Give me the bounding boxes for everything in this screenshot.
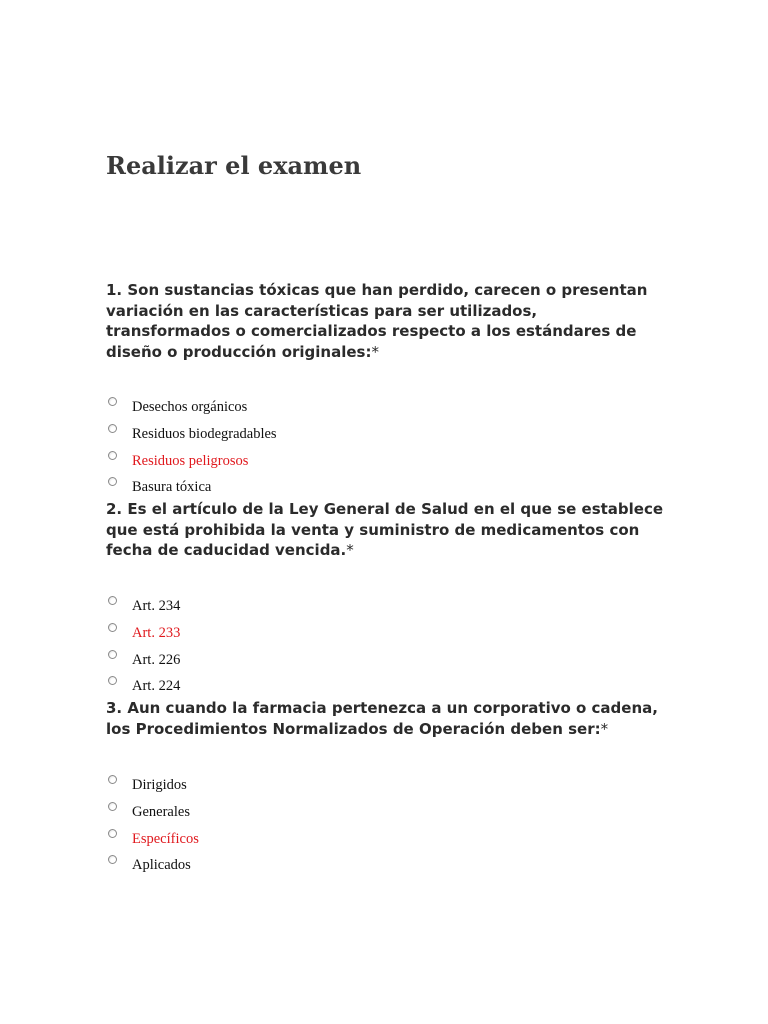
- answer-option[interactable]: [106, 395, 666, 422]
- answer-option[interactable]: [106, 773, 666, 800]
- option-label-correct: Específicos: [132, 830, 199, 847]
- radio-button[interactable]: [108, 451, 117, 460]
- option-label: Art. 224: [132, 678, 181, 695]
- radio-button[interactable]: [108, 477, 117, 486]
- radio-button[interactable]: [108, 623, 117, 632]
- radio-button[interactable]: [108, 802, 117, 811]
- answer-option[interactable]: [106, 621, 666, 648]
- answer-options: [106, 594, 666, 701]
- required-mark: *: [600, 719, 609, 738]
- question-1: [106, 280, 666, 496]
- answer-option[interactable]: [106, 853, 666, 880]
- question-2: [106, 499, 666, 695]
- radio-button[interactable]: [108, 829, 117, 838]
- required-mark: *: [371, 342, 379, 361]
- question-3: [106, 698, 666, 874]
- option-label-correct: Art. 233: [132, 624, 181, 641]
- option-label-correct: Residuos peligrosos: [132, 452, 249, 469]
- option-label: Residuos biodegradables: [132, 425, 277, 442]
- question-text: 1. Son sustancias tóxicas que han perdido, carecen o presentan variación en las características para ser utilizados, transformados o comercializados respecto a los estándares de diseño o producción originales:*: [106, 281, 648, 361]
- answer-option[interactable]: [106, 594, 666, 621]
- answer-option[interactable]: [106, 422, 666, 449]
- answer-option[interactable]: [106, 800, 666, 827]
- page-title: Realizar el examen: [106, 151, 362, 180]
- option-label: Dirigidos: [132, 777, 187, 793]
- question-text: 2. Es el artículo de la Ley General de Salud en el que se establece que está prohibida la venta y suministro de medicamentos con fecha de caducidad vencida.*: [106, 500, 664, 559]
- option-label: Desechos orgánicos: [132, 399, 248, 415]
- option-label: Art. 226: [132, 651, 181, 668]
- answer-option[interactable]: [106, 827, 666, 854]
- answer-options: [106, 395, 666, 502]
- option-label: Generales: [132, 803, 190, 820]
- radio-button[interactable]: [108, 676, 117, 685]
- answer-option[interactable]: [106, 648, 666, 675]
- radio-button[interactable]: [108, 424, 117, 433]
- radio-button[interactable]: [108, 650, 117, 659]
- radio-button[interactable]: [108, 397, 117, 406]
- radio-button[interactable]: [108, 596, 117, 605]
- required-mark: *: [346, 541, 354, 559]
- answer-options: [106, 773, 666, 880]
- radio-button[interactable]: [108, 855, 117, 864]
- option-label: Aplicados: [132, 857, 191, 874]
- radio-button[interactable]: [108, 775, 117, 784]
- option-label: Basura tóxica: [132, 479, 212, 496]
- answer-option[interactable]: [106, 449, 666, 476]
- option-label: Art. 234: [132, 598, 181, 614]
- question-text: 3. Aun cuando la farmacia pertenezca a un corporativo o cadena, los Procedimientos Normalizados de Operación deben ser:*: [106, 699, 658, 738]
